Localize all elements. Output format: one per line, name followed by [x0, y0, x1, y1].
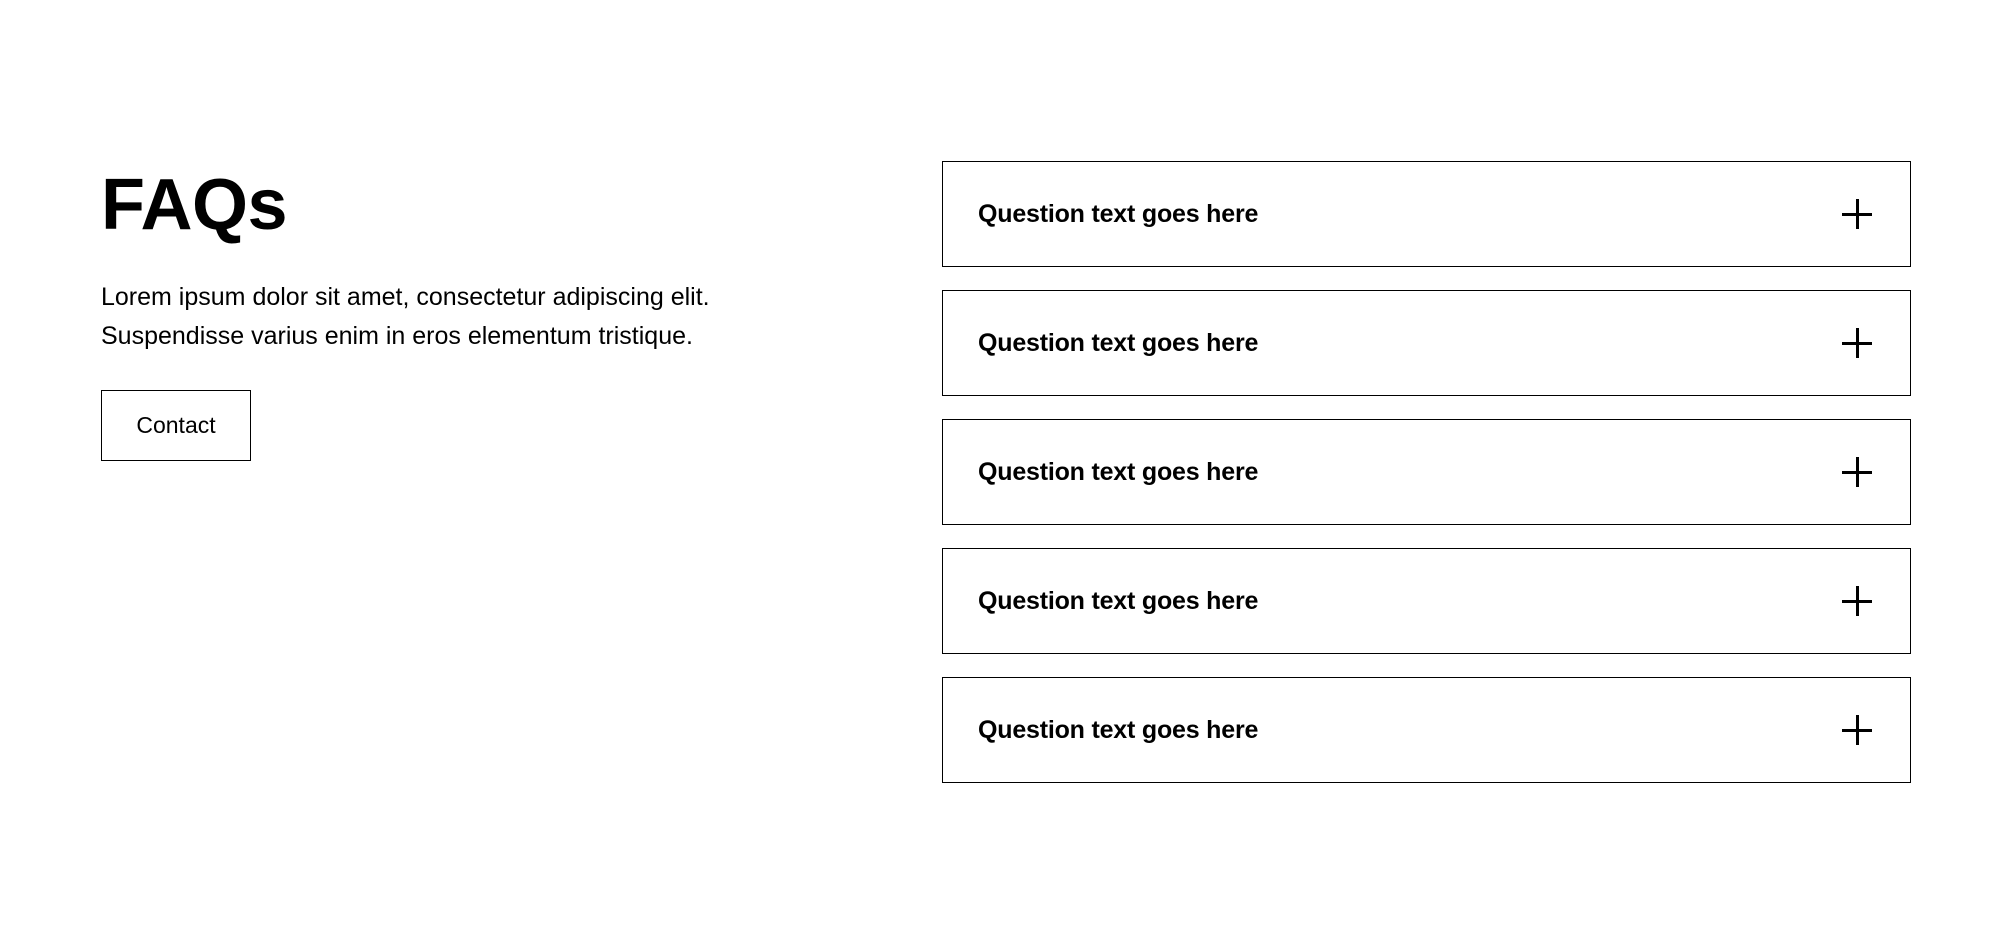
- plus-icon[interactable]: [1842, 457, 1872, 487]
- plus-icon[interactable]: [1842, 199, 1872, 229]
- plus-icon[interactable]: [1842, 715, 1872, 745]
- description-line-1: Lorem ipsum dolor sit amet, consectetur adipiscing elit.: [101, 283, 710, 311]
- faq-list: [942, 161, 1911, 806]
- faq-question-3: Question text goes here: [978, 457, 1259, 486]
- faq-description: [101, 278, 861, 356]
- faq-question-4: Question text goes here: [978, 586, 1259, 615]
- faq-item-5[interactable]: [942, 677, 1911, 783]
- faq-item-3[interactable]: [942, 419, 1911, 525]
- page-title: FAQs: [101, 165, 288, 245]
- plus-icon[interactable]: [1842, 328, 1872, 358]
- faq-intro: [101, 160, 861, 438]
- faq-question-2: Question text goes here: [978, 328, 1259, 357]
- contact-button[interactable]: Contact: [101, 390, 251, 461]
- plus-icon[interactable]: [1842, 586, 1872, 616]
- faq-question-5: Question text goes here: [978, 715, 1259, 744]
- faq-item-2[interactable]: [942, 290, 1911, 396]
- faq-item-4[interactable]: [942, 548, 1911, 654]
- faq-question-1: Question text goes here: [978, 199, 1259, 228]
- faq-item-1[interactable]: [942, 161, 1911, 267]
- description-line-2: Suspendisse varius enim in eros elementum tristique.: [101, 322, 693, 350]
